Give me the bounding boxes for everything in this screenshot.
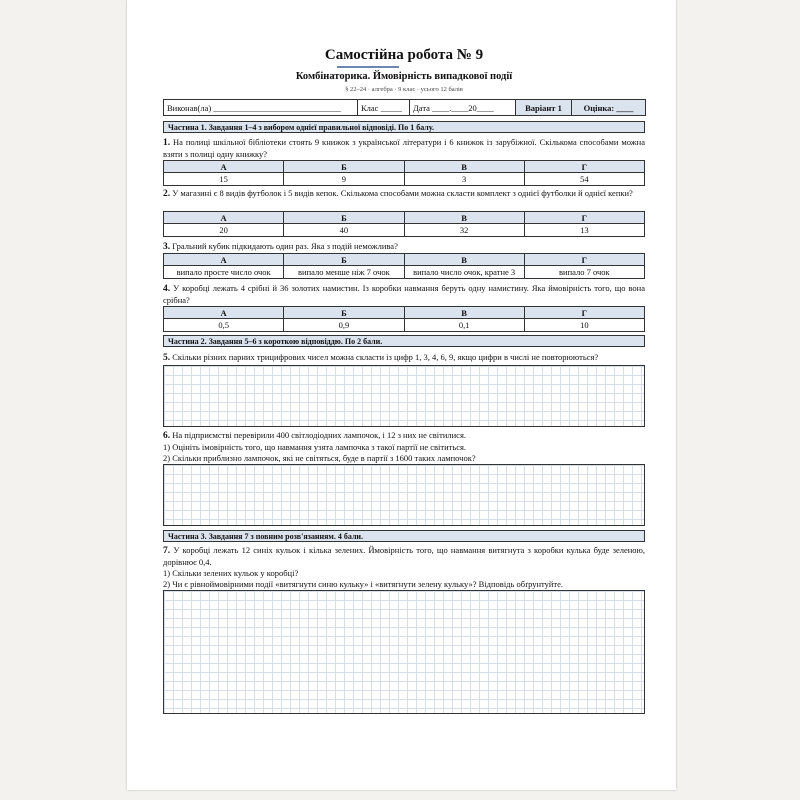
name-field: Виконав(ла) ______________________________ — [164, 100, 358, 116]
option-letter: В — [404, 307, 524, 319]
option-value: 54 — [524, 173, 644, 186]
option-letter: Г — [524, 161, 644, 173]
worksheet-page — [127, 0, 676, 790]
option-letter: Г — [524, 254, 644, 266]
answer-grid-6[interactable] — [163, 464, 645, 526]
student-info-table — [163, 99, 646, 116]
question-text: На підприємстві перевірили 400 світлодіодних лампочок, і 12 з них не світилися. — [172, 430, 466, 440]
option-letter: Б — [284, 254, 404, 266]
option-letter: Б — [284, 161, 404, 173]
sub-question: 1) Скільки зелених кульок у коробці? — [163, 568, 299, 578]
option-value: 20 — [164, 224, 284, 237]
option-value: випало число очок, кратне 3 — [404, 266, 524, 279]
question-2 — [163, 188, 645, 200]
option-letter: А — [164, 254, 284, 266]
option-letter: В — [404, 254, 524, 266]
page-subtitle: Комбінаторика. Ймовірність випадкової події — [295, 71, 513, 82]
section-header-3: Частина 3. Завдання 7 з повним розв'язанням. 4 бали. — [163, 530, 645, 542]
variant-label: Варіант 1 — [516, 100, 572, 116]
option-value: 0,9 — [284, 319, 404, 332]
question-text: У коробці лежать 4 срібні й 36 золотих намистин. Із коробки навмання беруть одну намистину. Яка ймовірність того, що вона срібна? — [163, 283, 645, 305]
option-letter: В — [404, 212, 524, 224]
section-header-2: Частина 2. Завдання 5–6 з короткою відповіддю. По 2 бали. — [163, 335, 645, 347]
sub-question: 1) Оцініть імовірність того, що навмання узята лампочка з такої партії не світиться. — [163, 442, 467, 452]
question-4 — [163, 283, 645, 306]
option-letter: Б — [284, 212, 404, 224]
question-3 — [163, 241, 645, 253]
question-number: 1. — [163, 138, 171, 148]
class-field: Клас _____ — [358, 100, 410, 116]
option-value: випало просте число очок — [164, 266, 284, 279]
question-number: 5. — [163, 353, 171, 363]
option-value: 3 — [404, 173, 524, 186]
question-number: 7. — [163, 546, 171, 556]
option-letter: В — [404, 161, 524, 173]
option-value: 0,1 — [404, 319, 524, 332]
date-field: Дата ____.____20____ — [410, 100, 516, 116]
option-letter: А — [164, 161, 284, 173]
question-number: 2. — [163, 189, 171, 199]
answer-table-1 — [163, 160, 645, 186]
question-5 — [163, 352, 645, 364]
page-title: Самостійна робота № 9 — [324, 47, 484, 63]
option-letter: Б — [284, 307, 404, 319]
option-value: 13 — [524, 224, 644, 237]
answer-grid-5[interactable] — [163, 365, 645, 427]
question-6 — [163, 430, 645, 464]
question-number: 3. — [163, 242, 171, 252]
question-7 — [163, 545, 645, 590]
section-header-1: Частина 1. Завдання 1–4 з вибором однієї правильної відповіді. По 1 балу. — [163, 121, 645, 133]
title-underline — [337, 66, 399, 68]
question-number: 6. — [163, 431, 171, 441]
answer-grid-7[interactable] — [163, 590, 645, 714]
sub-question: 2) Скільки приблизно лампочок, які не світяться, буде в партії з 1600 таких лампочок? — [163, 453, 476, 463]
option-letter: Г — [524, 212, 644, 224]
question-text: Гральний кубик підкидають один раз. Яка з подій неможлива? — [172, 241, 398, 251]
option-value: 15 — [164, 173, 284, 186]
option-value: 40 — [284, 224, 404, 237]
question-text: На полиці шкільної бібліотеки стоять 9 книжок з української літератури і 6 книжок із зарубіжної. Скількома способами можна взяти з полиці одну книжку? — [163, 137, 645, 159]
option-value: випало 7 очок — [524, 266, 644, 279]
question-number: 4. — [163, 284, 171, 294]
question-text: У коробці лежать 12 синіх кульок і кілька зелених. Ймовірність того, що навмання витягнута з коробки кулька буде зеленою, дорівнює 0,4. — [163, 545, 646, 567]
question-text: У магазині є 8 видів футболок і 5 видів кепок. Скількома способами можна скласти комплект з однієї футболки й однієї кепки? — [172, 188, 633, 198]
answer-table-3 — [163, 253, 645, 279]
option-letter: Г — [524, 307, 644, 319]
option-letter: А — [164, 212, 284, 224]
page-meta: § 22–24 · алгебра · 9 клас · усього 12 балів — [345, 86, 463, 93]
sub-question: 2) Чи є рівноймовірними події «витягнути синю кульку» і «витягнути зелену кульку»? Відповідь обґрунтуйте. — [163, 579, 564, 589]
option-value: 9 — [284, 173, 404, 186]
option-letter: А — [164, 307, 284, 319]
option-value: 10 — [524, 319, 644, 332]
answer-table-2 — [163, 211, 645, 237]
option-value: 0,5 — [164, 319, 284, 332]
answer-table-4 — [163, 306, 645, 332]
option-value: випало менше ніж 7 очок — [284, 266, 404, 279]
question-text: Скільки різних парних трицифрових чисел можна скласти із цифр 1, 3, 4, 6, 9, якщо цифри в числі не повторюються? — [172, 352, 599, 362]
grade-field: Оцінка: ____ — [572, 100, 646, 116]
option-value: 32 — [404, 224, 524, 237]
question-1 — [163, 137, 645, 160]
